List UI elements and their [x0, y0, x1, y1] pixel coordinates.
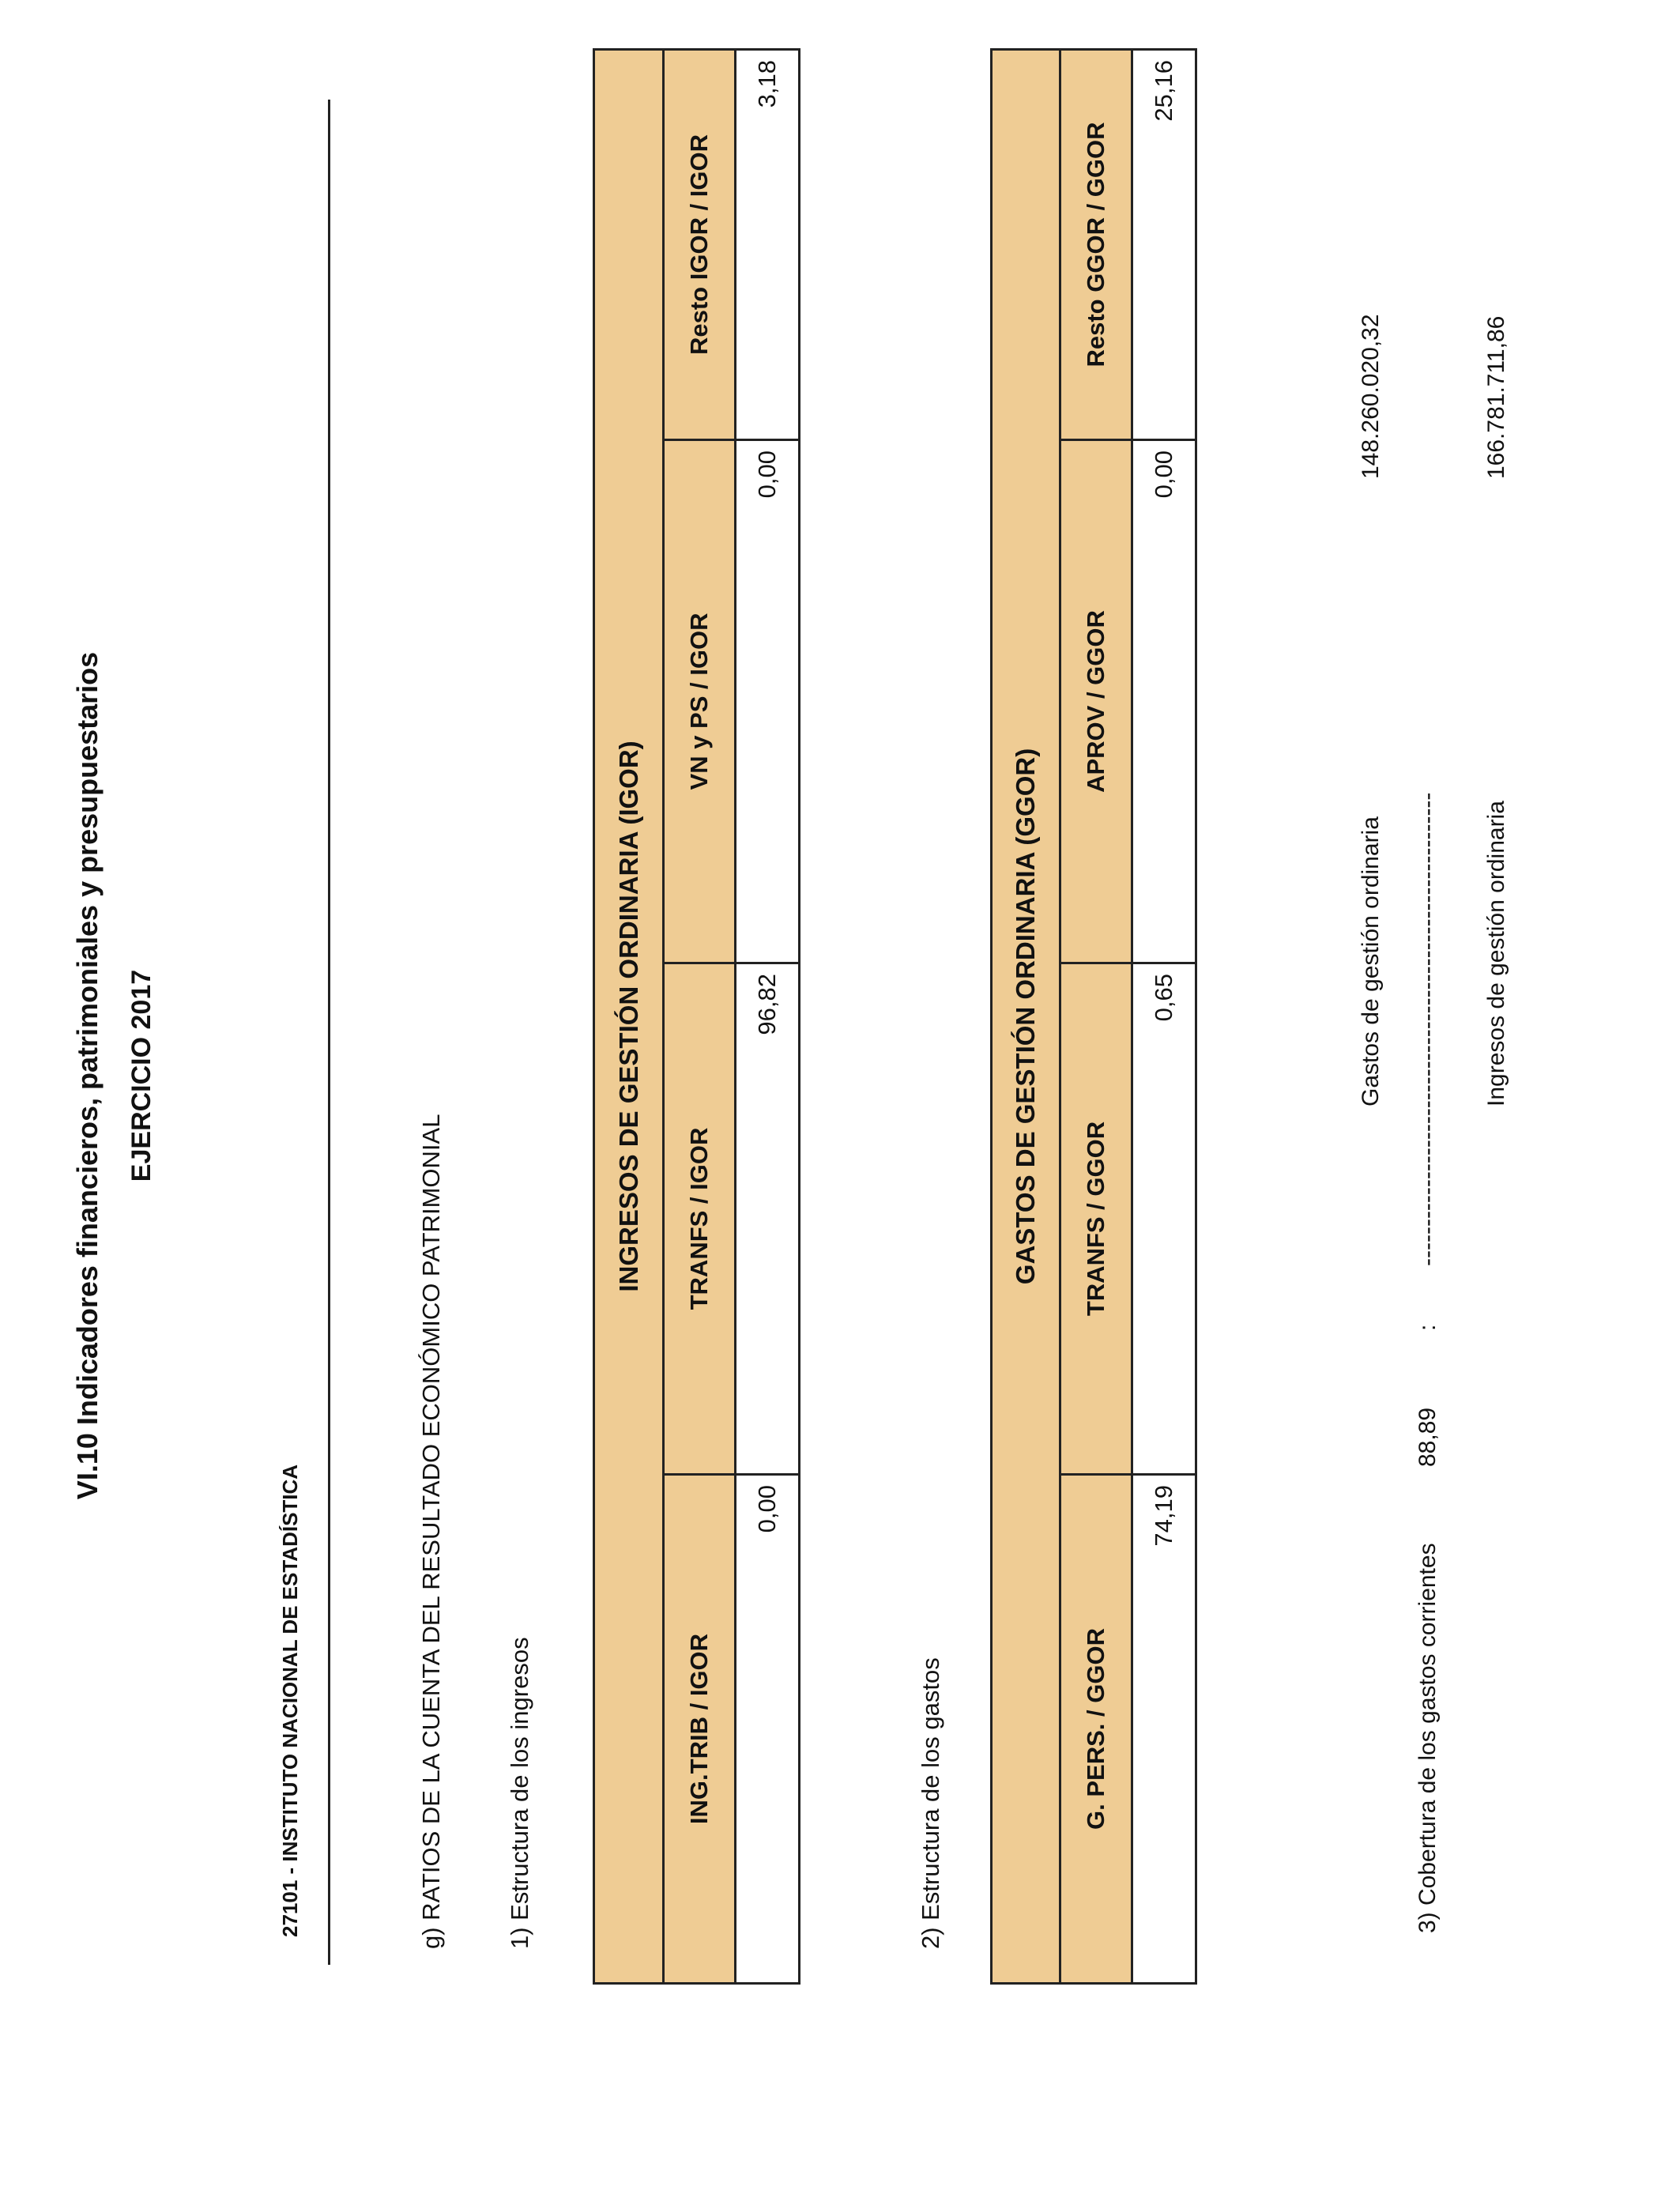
coverage-label: 3) Cobertura de los gastos corrientes	[1414, 1543, 1441, 1933]
expense-ratio-table	[990, 48, 1197, 1985]
expense-value-tranfs: 0,65	[1132, 963, 1196, 1475]
section-title: g) RATIOS DE LA CUENTA DEL RESULTADO ECONÓMICO PATRIMONIAL	[417, 1114, 445, 1949]
exercise-label: EJERCICIO 2017	[126, 969, 156, 1182]
denominator-value: 166.781.711,86	[1483, 315, 1509, 479]
expense-value-resto: 25,16	[1132, 50, 1196, 440]
fraction-line: ------------------------------------------------------------	[1414, 792, 1441, 1266]
expense-col-aprov: APROV / GGOR	[1060, 440, 1132, 963]
expense-col-resto: Resto GGOR / GGOR	[1060, 50, 1132, 440]
income-col-tranfs: TRANFS / IGOR	[664, 963, 736, 1475]
coverage-colon: :	[1414, 1324, 1441, 1331]
income-value-ing-trib: 0,00	[736, 1475, 800, 1984]
coverage-value: 88,89	[1414, 1407, 1441, 1467]
income-ratio-table	[593, 48, 800, 1985]
income-col-ing-trib: ING.TRIB / IGOR	[664, 1475, 736, 1984]
income-structure-label: 1) Estructura de los ingresos	[506, 1637, 533, 1949]
expense-table-header: GASTOS DE GESTIÓN ORDINARIA (GGOR)	[992, 50, 1060, 1984]
header-rule	[328, 100, 330, 1965]
entity-name: 27101 - INSTITUTO NACIONAL DE ESTADÍSTICA	[278, 1464, 302, 1937]
numerator-label: Gastos de gestión ordinaria	[1358, 816, 1384, 1106]
income-table-header: INGRESOS DE GESTIÓN ORDINARIA (IGOR)	[594, 49, 664, 1983]
expense-structure-label: 2) Estructura de los gastos	[917, 1657, 944, 1949]
denominator-label: Ingresos de gestión ordinaria	[1483, 801, 1509, 1106]
expense-col-g-pers: G. PERS. / GGOR	[1060, 1475, 1132, 1984]
expense-col-tranfs: TRANFS / GGOR	[1060, 963, 1132, 1475]
expense-value-aprov: 0,00	[1132, 440, 1196, 963]
income-value-resto: 3,18	[736, 49, 800, 439]
income-value-tranfs: 96,82	[736, 963, 800, 1475]
income-col-resto: Resto IGOR / IGOR	[664, 49, 736, 439]
income-col-vn-ps: VN y PS / IGOR	[664, 440, 736, 963]
numerator-value: 148.260.020,32	[1358, 314, 1384, 479]
page-title: VI.10 Indicadores financieros, patrimoniales y presupuestarios	[71, 651, 104, 1500]
income-value-vn-ps: 0,00	[736, 440, 800, 963]
expense-value-g-pers: 74,19	[1132, 1475, 1196, 1984]
